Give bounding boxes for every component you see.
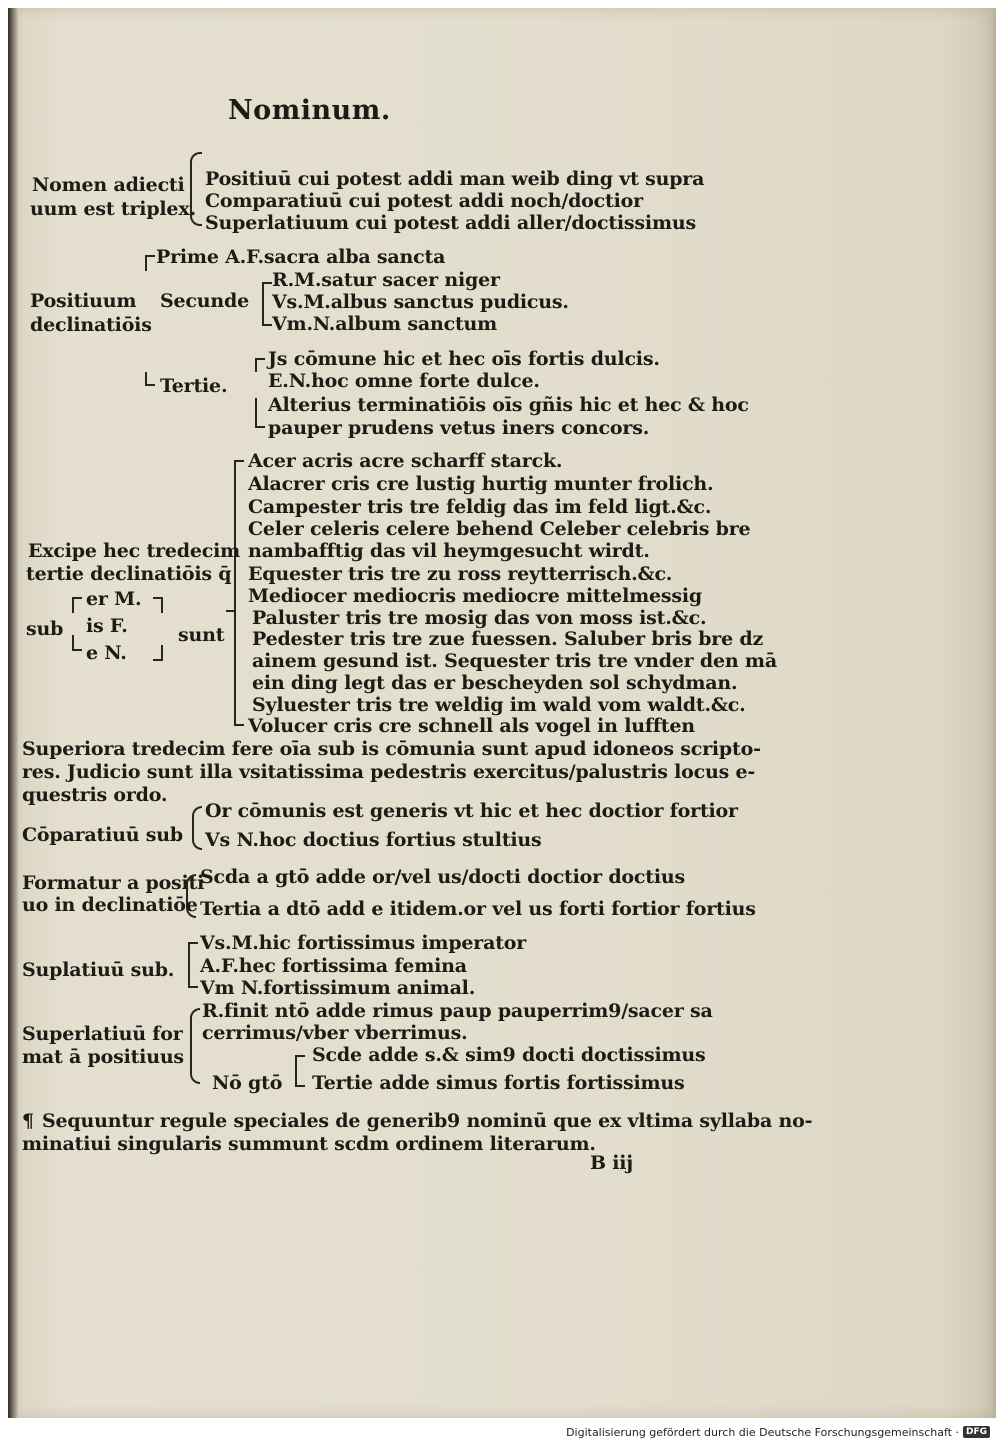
- text-line: Tertie adde simus fortis fortissimus: [312, 1072, 685, 1094]
- text-line: Scde adde s.& sim9 docti doctissimus: [312, 1044, 706, 1066]
- brace: [190, 152, 202, 226]
- bracket: [153, 645, 163, 661]
- text-line: Comparatiuū cui potest addi noch/doctior: [205, 190, 643, 212]
- text-line: ein ding legt das er bescheyden sol schydman.: [252, 672, 738, 694]
- text-line: minatiui singularis summunt scdm ordinem literarum.: [22, 1133, 596, 1155]
- bracket: [188, 942, 198, 988]
- text-line: Vm N.fortissimum animal.: [200, 977, 476, 999]
- text-line: pauper prudens vetus iners concors.: [268, 417, 650, 439]
- bracket: [295, 1055, 305, 1087]
- text-line: Nō gtō: [212, 1072, 283, 1094]
- text-line: Js cōmune hic et hec oīs fortis dulcis.: [268, 348, 660, 370]
- text-line: is F.: [86, 615, 128, 637]
- text-line: res. Judicio sunt illa vsitatissima pedestris exercitus/palustris locus e-: [22, 761, 756, 783]
- text-line: sunt: [178, 624, 225, 646]
- text-line: Vm.N.album sanctum: [272, 313, 498, 335]
- paragraph-mark: ¶: [22, 1110, 34, 1132]
- text-line: R.M.satur sacer niger: [272, 269, 500, 291]
- text-line: Nomen adiecti: [32, 174, 185, 196]
- bracket: [226, 610, 236, 624]
- text-line: ainem gesund ist. Sequester tris tre vnder den mā: [252, 650, 777, 672]
- text-line: Superlatiuū for: [22, 1023, 183, 1045]
- text-line: Pedester tris tre zue fuessen. Saluber bris bre dz: [252, 628, 764, 650]
- text-line: declinatiōis: [30, 314, 152, 336]
- text-line: Acer acris acre scharff starck.: [248, 450, 563, 472]
- text-line: sub: [26, 618, 64, 640]
- text-line: Mediocer mediocris mediocre mittelmessig: [248, 585, 702, 607]
- text-line: Alterius terminatiōis oīs gñis hic et hec & hoc: [268, 394, 749, 416]
- text-line: mat ā positiuus: [22, 1046, 184, 1068]
- text-line: Syluester tris tre weldig im wald vom waldt.&c.: [252, 694, 746, 716]
- text-line: E.N.hoc omne forte dulce.: [268, 370, 540, 392]
- text-line: cerrimus/vber vberrimus.: [202, 1022, 468, 1044]
- text-line: Positiuū cui potest addi man weib ding vt supra: [205, 168, 705, 190]
- bracket: [234, 460, 244, 726]
- text-line: Excipe hec tredecim: [28, 540, 241, 562]
- text-line: Superiora tredecim fere oīa sub is cōmunia sunt apud idoneos scripto-: [22, 738, 761, 760]
- text-line: Tertia a dtō add e itidem.or vel us forti fortior fortius: [200, 898, 756, 920]
- text-line: er M.: [86, 588, 142, 610]
- text-line: Vs.M.albus sanctus pudicus.: [272, 291, 569, 313]
- text-line: Formatur a positi: [22, 872, 205, 894]
- bracket: [153, 597, 163, 613]
- text-line: Positiuum: [30, 290, 137, 312]
- text-line: Celer celeris celere behend Celeber celebris bre: [248, 518, 751, 540]
- text-line: uo in declinatiōe: [22, 894, 198, 916]
- text-line: nambafftig das vil heymgesucht wirdt.: [248, 540, 650, 562]
- text-line: Tertie.: [160, 375, 228, 397]
- text-line: Suplatiuū sub.: [22, 959, 175, 981]
- text-line: Paluster tris tre mosig das von moss ist.&c.: [252, 607, 707, 629]
- bracket: [72, 635, 82, 651]
- bracket: [145, 255, 155, 271]
- text-line: Campester tris tre feldig das im feld ligt.&c.: [248, 496, 712, 518]
- footer-text: Digitalisierung gefördert durch die Deutsche Forschungsgemeinschaft ·: [566, 1425, 959, 1439]
- bracket: [145, 372, 155, 386]
- text-line: Or cōmunis est generis vt hic et hec doctior fortior: [205, 800, 738, 822]
- bracket: [255, 358, 265, 372]
- bracket: [262, 282, 272, 326]
- text-line: A.F.hec fortissima femina: [200, 955, 467, 977]
- text-line: questris ordo.: [22, 784, 168, 806]
- page-title: Nominum.: [228, 95, 391, 126]
- footer-credit: [566, 1424, 990, 1440]
- text-line: Equester tris tre zu ross reytterrisch.&c.: [248, 563, 673, 585]
- brace: [190, 1008, 200, 1084]
- text-line: Cōparatiuū sub: [22, 824, 183, 846]
- text-line: R.finit ntō adde rimus paup pauperrim9/sacer sa: [202, 1000, 713, 1022]
- text-line: Vs N.hoc doctius fortius stultius: [205, 829, 542, 851]
- dfg-logo: DFG: [963, 1426, 990, 1438]
- text-line: Volucer cris cre schnell als vogel in lufften: [248, 715, 695, 737]
- signature-mark: B iij: [590, 1152, 633, 1174]
- brace: [192, 806, 202, 850]
- text-line: e N.: [86, 642, 127, 664]
- text-line: Superlatiuum cui potest addi aller/doctissimus: [205, 212, 696, 234]
- bracket: [255, 398, 265, 428]
- text-line: Scda a gtō adde or/vel us/docti doctior doctius: [200, 866, 685, 888]
- page-gutter: [8, 8, 18, 1418]
- text-line: uum est triplex.: [30, 198, 196, 220]
- bracket: [72, 597, 82, 613]
- text-line: Alacrer cris cre lustig hurtig munter frolich.: [248, 473, 714, 495]
- text-line: tertie declinatiōis q̄: [26, 563, 232, 585]
- text-line: Secunde: [160, 290, 249, 312]
- text-line: Sequuntur regule speciales de generib9 nominū que ex vltima syllaba no-: [42, 1110, 813, 1132]
- text-line: Vs.M.hic fortissimus imperator: [200, 932, 527, 954]
- text-line: Prime A.F.sacra alba sancta: [156, 246, 446, 268]
